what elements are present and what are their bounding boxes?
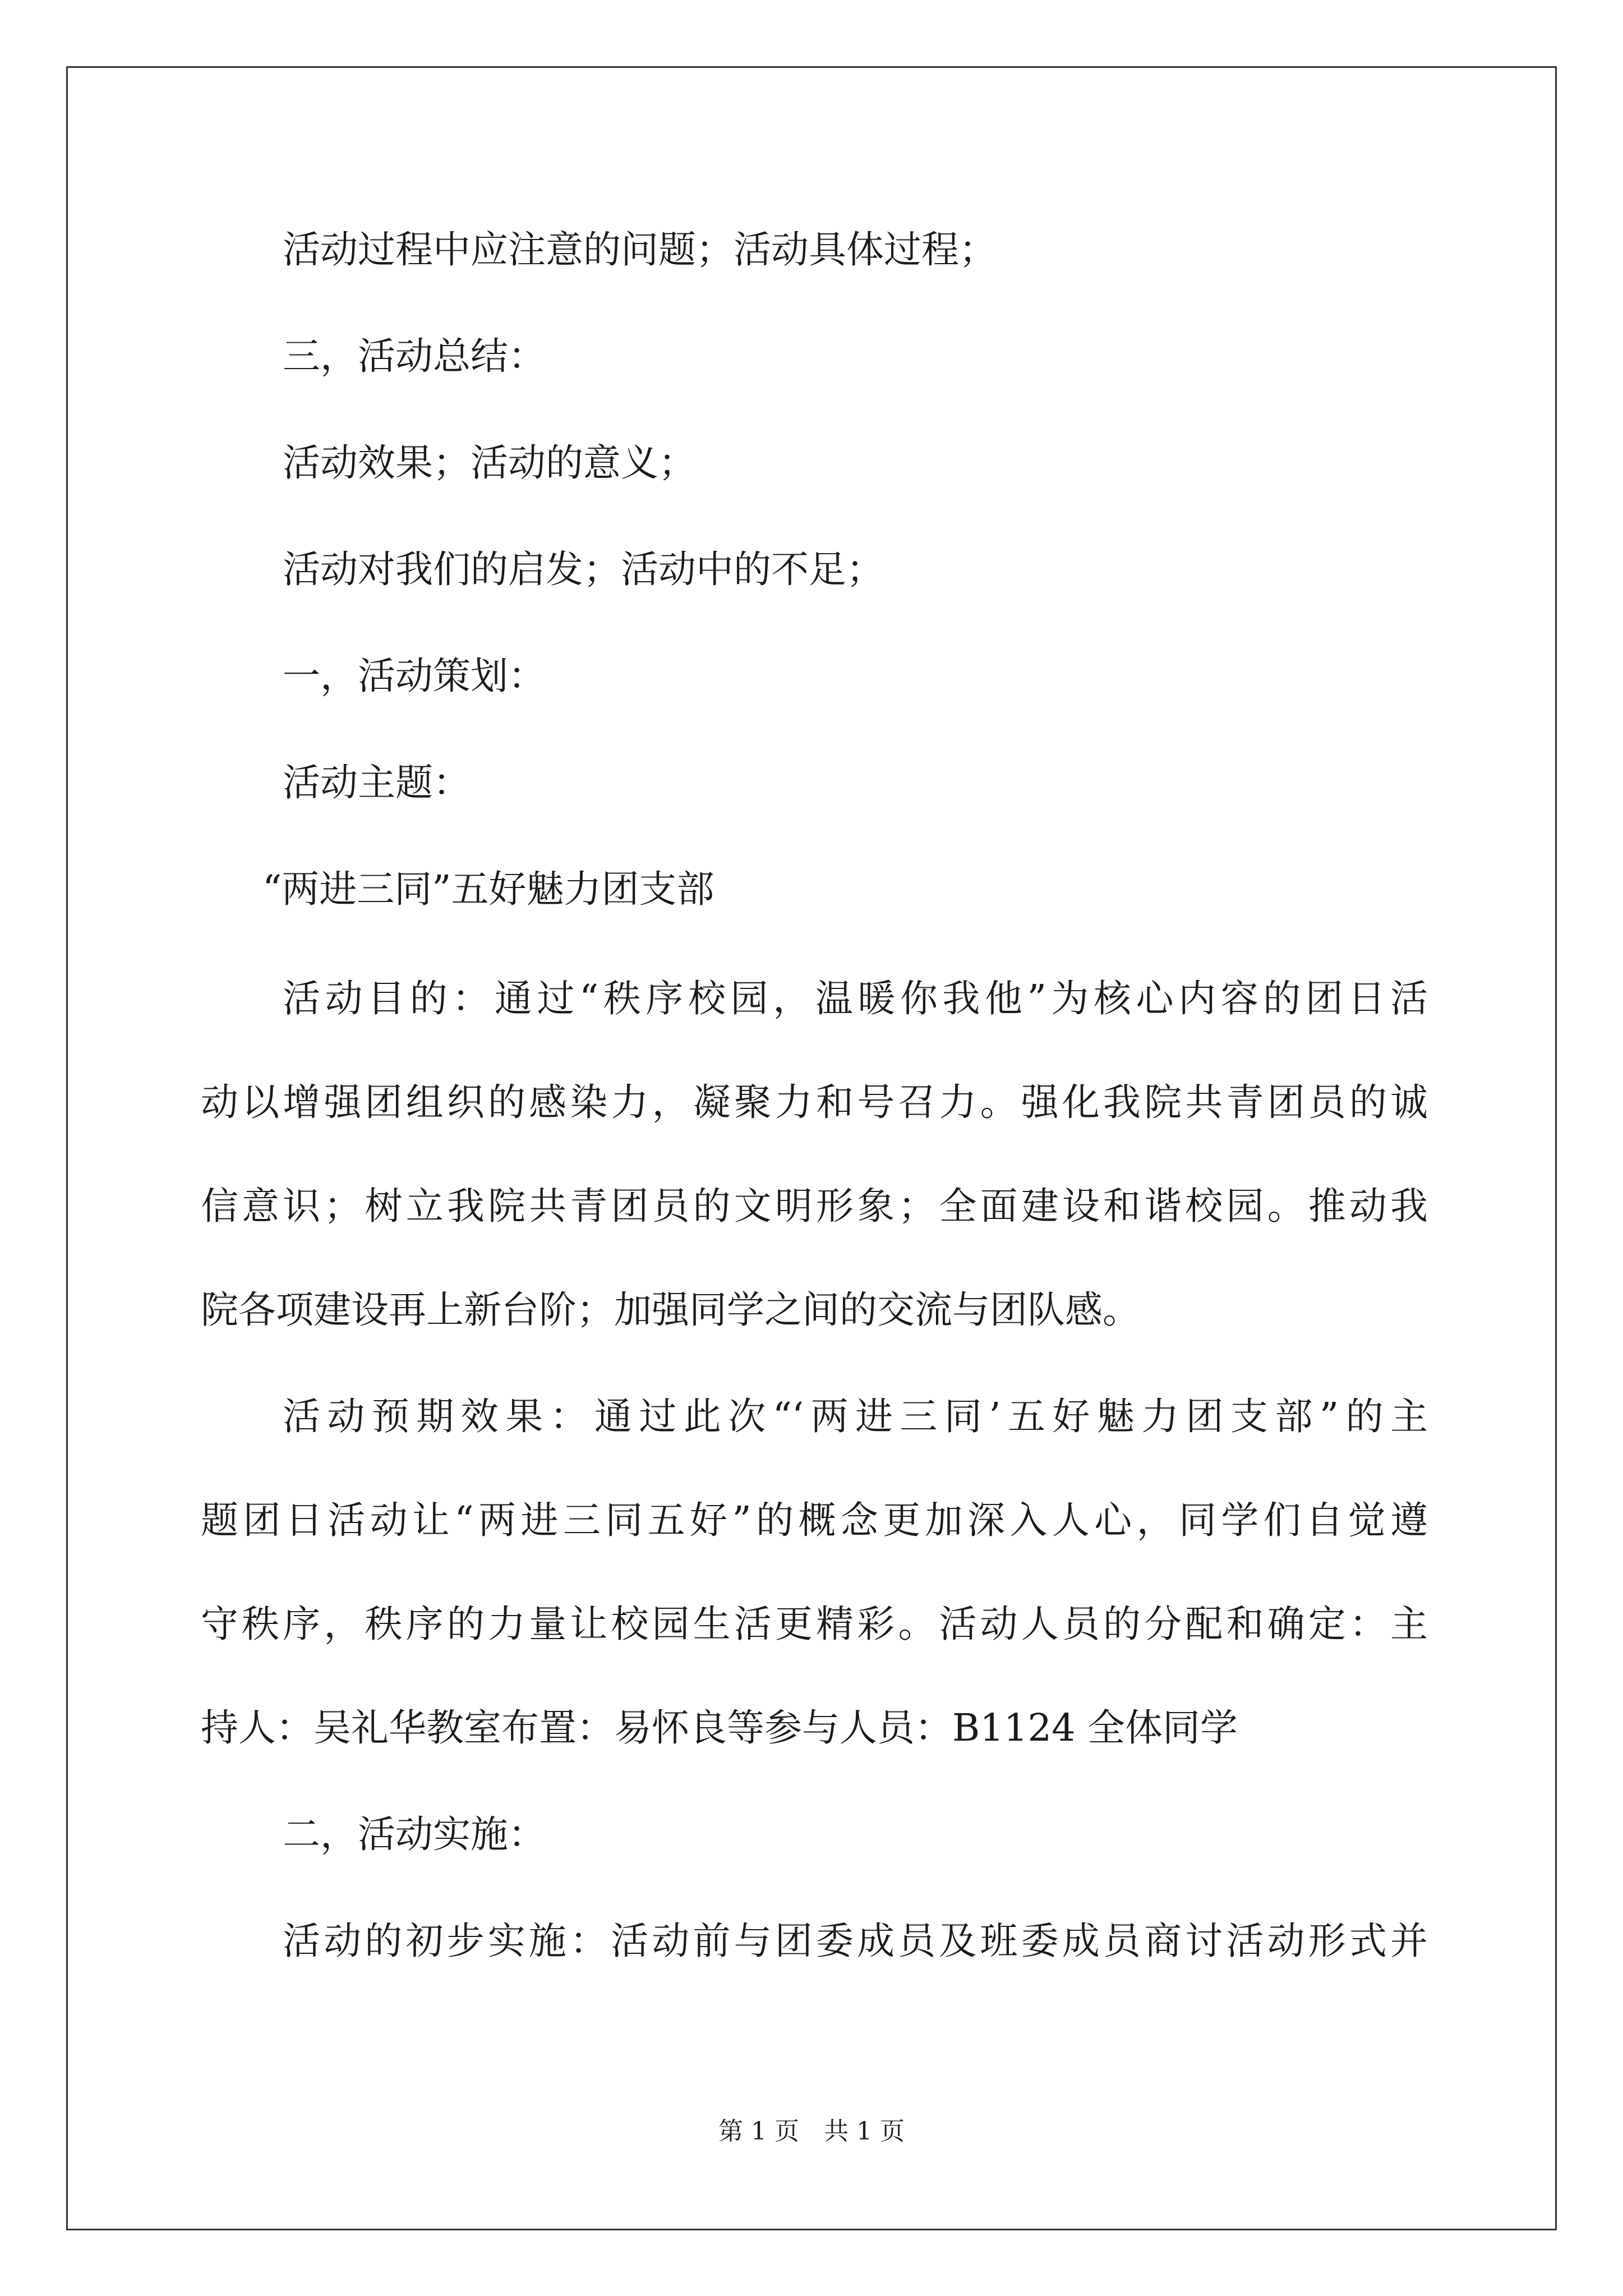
paragraph-line: 守秩序，秩序的力量让校园生活更精彩。活动人员的分配和确定：主 xyxy=(201,1602,1428,1646)
paragraph-line: 活动的初步实施：活动前与团委成员及班委成员商讨活动形式并 xyxy=(283,1919,1428,1963)
paragraph-line: 院各项建设再上新台阶；加强同学之间的交流与团队感。 xyxy=(201,1288,1140,1332)
text-line: 活动过程中应注意的问题；活动具体过程； xyxy=(283,228,997,272)
paragraph-line: 持人：吴礼华教室布置：易怀良等参与人员：B1124 全体同学 xyxy=(201,1706,1238,1750)
text-line: 活动效果；活动的意义； xyxy=(283,441,696,485)
paragraph-line: 活动预期效果：通过此次“‘两进三同’五好魅力团支部”的主 xyxy=(283,1395,1428,1438)
text-line: 活动对我们的启发；活动中的不足； xyxy=(283,547,884,591)
paragraph-line: 信意识；树立我院共青团员的文明形象；全面建设和谐校园。推动我 xyxy=(201,1184,1428,1228)
paragraph-line: 活动目的：通过“秩序校园，温暖你我他”为核心内容的团日活 xyxy=(283,977,1428,1020)
text-line: 活动主题： xyxy=(283,761,471,804)
section-heading: 三，活动总结： xyxy=(283,334,546,378)
page-number-footer: 第 1 页 共 1 页 xyxy=(718,2117,905,2146)
paragraph-line: 动以增强团组织的感染力，凝聚力和号召力。强化我院共青团员的诚 xyxy=(201,1080,1428,1124)
activity-theme: “两进三同”五好魅力团支部 xyxy=(262,867,714,911)
section-heading: 一，活动策划： xyxy=(283,654,546,698)
section-heading: 二，活动实施： xyxy=(283,1812,546,1856)
paragraph-line: 题团日活动让“两进三同五好”的概念更加深入人心，同学们自觉遵 xyxy=(201,1498,1428,1542)
page-border xyxy=(66,66,1557,2230)
